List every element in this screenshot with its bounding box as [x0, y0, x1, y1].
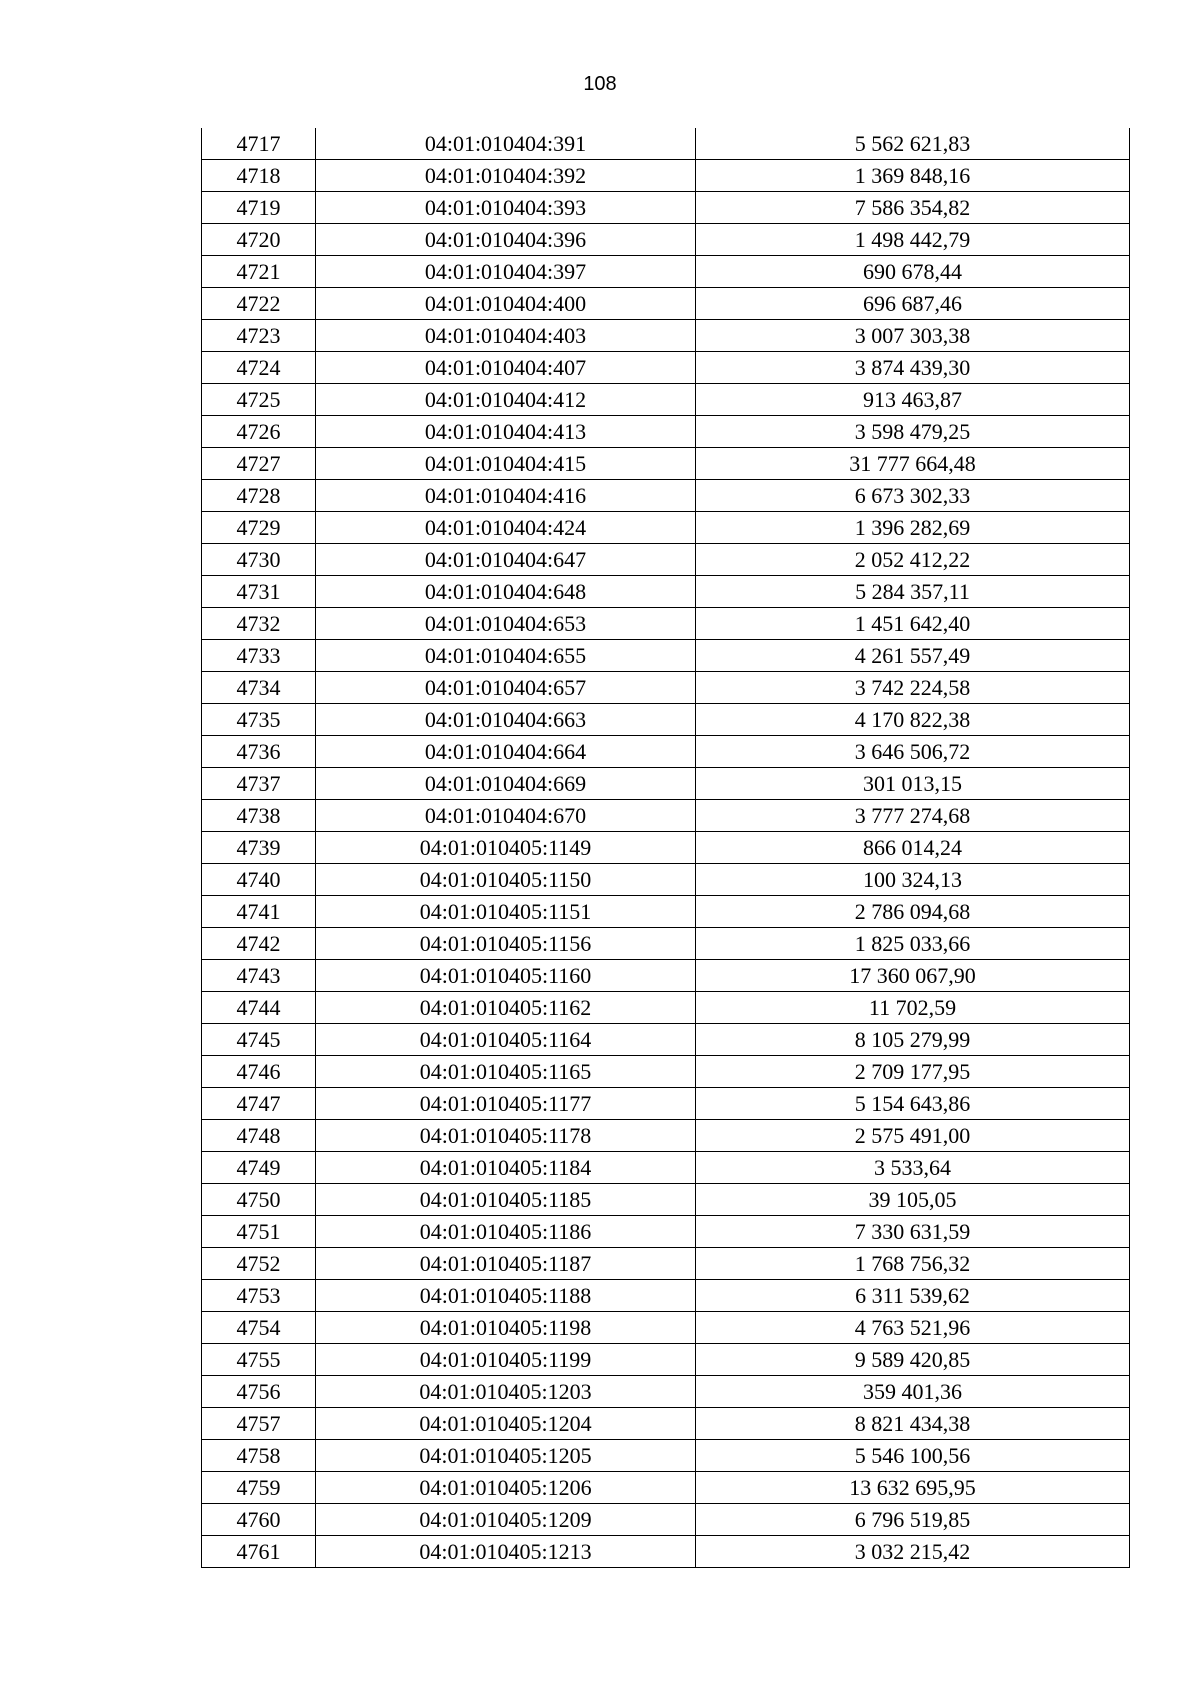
- table-row: [202, 1504, 1130, 1536]
- table-row: [202, 1216, 1130, 1248]
- table-row: [202, 704, 1130, 736]
- cadastral-number-cell: 04:01:010405:1178: [316, 1120, 696, 1152]
- cadastral-value-cell: 6 796 519,85: [696, 1504, 1130, 1536]
- row-number-cell: 4723: [202, 320, 316, 352]
- cadastral-number-cell: 04:01:010404:397: [316, 256, 696, 288]
- row-number-cell: 4756: [202, 1376, 316, 1408]
- table-row: [202, 640, 1130, 672]
- table-row: [202, 1408, 1130, 1440]
- cadastral-number-cell: 04:01:010405:1162: [316, 992, 696, 1024]
- cadastral-value-cell: 31 777 664,48: [696, 448, 1130, 480]
- cadastral-value-cell: 3 777 274,68: [696, 800, 1130, 832]
- row-number-cell: 4752: [202, 1248, 316, 1280]
- cadastral-number-cell: 04:01:010404:416: [316, 480, 696, 512]
- table-row: [202, 1248, 1130, 1280]
- cadastral-value-cell: 13 632 695,95: [696, 1472, 1130, 1504]
- cadastral-value-cell: 690 678,44: [696, 256, 1130, 288]
- row-number-cell: 4757: [202, 1408, 316, 1440]
- table-row: [202, 608, 1130, 640]
- table-row: [202, 384, 1130, 416]
- cadastral-value-cell: 11 702,59: [696, 992, 1130, 1024]
- table-row: [202, 800, 1130, 832]
- row-number-cell: 4722: [202, 288, 316, 320]
- table-row: [202, 864, 1130, 896]
- cadastral-number-cell: 04:01:010405:1164: [316, 1024, 696, 1056]
- table-row: [202, 480, 1130, 512]
- row-number-cell: 4761: [202, 1536, 316, 1568]
- cadastral-number-cell: 04:01:010404:403: [316, 320, 696, 352]
- row-number-cell: 4750: [202, 1184, 316, 1216]
- table-row: [202, 576, 1130, 608]
- cadastral-value-cell: 8 105 279,99: [696, 1024, 1130, 1056]
- cadastral-number-cell: 04:01:010405:1150: [316, 864, 696, 896]
- table-row: [202, 736, 1130, 768]
- cadastral-value-table: [201, 128, 1130, 1568]
- row-number-cell: 4731: [202, 576, 316, 608]
- table-row: [202, 1120, 1130, 1152]
- row-number-cell: 4733: [202, 640, 316, 672]
- table-row: [202, 928, 1130, 960]
- cadastral-value-cell: 5 284 357,11: [696, 576, 1130, 608]
- cadastral-number-cell: 04:01:010405:1204: [316, 1408, 696, 1440]
- row-number-cell: 4729: [202, 512, 316, 544]
- table-row: [202, 224, 1130, 256]
- row-number-cell: 4724: [202, 352, 316, 384]
- row-number-cell: 4730: [202, 544, 316, 576]
- cadastral-value-cell: 1 451 642,40: [696, 608, 1130, 640]
- row-number-cell: 4726: [202, 416, 316, 448]
- cadastral-number-cell: 04:01:010404:653: [316, 608, 696, 640]
- cadastral-number-cell: 04:01:010404:648: [316, 576, 696, 608]
- table-row: [202, 1344, 1130, 1376]
- cadastral-number-cell: 04:01:010405:1156: [316, 928, 696, 960]
- cadastral-number-cell: 04:01:010404:647: [316, 544, 696, 576]
- cadastral-value-cell: 3 646 506,72: [696, 736, 1130, 768]
- cadastral-number-cell: 04:01:010404:657: [316, 672, 696, 704]
- cadastral-number-cell: 04:01:010404:669: [316, 768, 696, 800]
- cadastral-value-cell: 3 874 439,30: [696, 352, 1130, 384]
- row-number-cell: 4727: [202, 448, 316, 480]
- cadastral-value-cell: 4 763 521,96: [696, 1312, 1130, 1344]
- cadastral-number-cell: 04:01:010405:1187: [316, 1248, 696, 1280]
- table-row: [202, 544, 1130, 576]
- table-row: [202, 1152, 1130, 1184]
- cadastral-number-cell: 04:01:010405:1198: [316, 1312, 696, 1344]
- cadastral-number-cell: 04:01:010404:400: [316, 288, 696, 320]
- cadastral-number-cell: 04:01:010404:407: [316, 352, 696, 384]
- table-row: [202, 512, 1130, 544]
- row-number-cell: 4737: [202, 768, 316, 800]
- row-number-cell: 4721: [202, 256, 316, 288]
- row-number-cell: 4754: [202, 1312, 316, 1344]
- table-row: [202, 256, 1130, 288]
- row-number-cell: 4720: [202, 224, 316, 256]
- cadastral-value-cell: 696 687,46: [696, 288, 1130, 320]
- cadastral-value-cell: 4 261 557,49: [696, 640, 1130, 672]
- cadastral-value-cell: 3 007 303,38: [696, 320, 1130, 352]
- cadastral-value-cell: 1 825 033,66: [696, 928, 1130, 960]
- cadastral-number-cell: 04:01:010405:1186: [316, 1216, 696, 1248]
- row-number-cell: 4753: [202, 1280, 316, 1312]
- table-row: [202, 160, 1130, 192]
- page-number: 108: [583, 73, 617, 95]
- table-row: [202, 1536, 1130, 1568]
- row-number-cell: 4758: [202, 1440, 316, 1472]
- cadastral-value-cell: 6 673 302,33: [696, 480, 1130, 512]
- row-number-cell: 4744: [202, 992, 316, 1024]
- table-row: [202, 352, 1130, 384]
- cadastral-value-cell: 3 742 224,58: [696, 672, 1130, 704]
- cadastral-value-cell: 2 575 491,00: [696, 1120, 1130, 1152]
- cadastral-value-cell: 39 105,05: [696, 1184, 1130, 1216]
- table-row: [202, 896, 1130, 928]
- table-row: [202, 1280, 1130, 1312]
- cadastral-number-cell: 04:01:010405:1203: [316, 1376, 696, 1408]
- row-number-cell: 4747: [202, 1088, 316, 1120]
- table-row: [202, 1056, 1130, 1088]
- table-row: [202, 288, 1130, 320]
- table-row: [202, 992, 1130, 1024]
- cadastral-value-cell: 866 014,24: [696, 832, 1130, 864]
- cadastral-value-cell: 3 533,64: [696, 1152, 1130, 1184]
- row-number-cell: 4749: [202, 1152, 316, 1184]
- cadastral-value-cell: 5 546 100,56: [696, 1440, 1130, 1472]
- cadastral-value-cell: 913 463,87: [696, 384, 1130, 416]
- table-row: [202, 1376, 1130, 1408]
- row-number-cell: 4742: [202, 928, 316, 960]
- table-row: [202, 320, 1130, 352]
- cadastral-number-cell: 04:01:010405:1184: [316, 1152, 696, 1184]
- row-number-cell: 4736: [202, 736, 316, 768]
- cadastral-number-cell: 04:01:010405:1209: [316, 1504, 696, 1536]
- row-number-cell: 4760: [202, 1504, 316, 1536]
- cadastral-number-cell: 04:01:010405:1199: [316, 1344, 696, 1376]
- cadastral-number-cell: 04:01:010404:415: [316, 448, 696, 480]
- cadastral-value-cell: 1 498 442,79: [696, 224, 1130, 256]
- cadastral-value-cell: 9 589 420,85: [696, 1344, 1130, 1376]
- cadastral-value-cell: 2 709 177,95: [696, 1056, 1130, 1088]
- table-row: [202, 1312, 1130, 1344]
- cadastral-number-cell: 04:01:010404:664: [316, 736, 696, 768]
- row-number-cell: 4743: [202, 960, 316, 992]
- cadastral-value-cell: 359 401,36: [696, 1376, 1130, 1408]
- row-number-cell: 4755: [202, 1344, 316, 1376]
- cadastral-value-cell: 6 311 539,62: [696, 1280, 1130, 1312]
- cadastral-number-cell: 04:01:010405:1206: [316, 1472, 696, 1504]
- row-number-cell: 4718: [202, 160, 316, 192]
- row-number-cell: 4734: [202, 672, 316, 704]
- cadastral-number-cell: 04:01:010405:1213: [316, 1536, 696, 1568]
- row-number-cell: 4739: [202, 832, 316, 864]
- cadastral-number-cell: 04:01:010404:663: [316, 704, 696, 736]
- table-row: [202, 832, 1130, 864]
- table-row: [202, 1472, 1130, 1504]
- cadastral-number-cell: 04:01:010405:1165: [316, 1056, 696, 1088]
- cadastral-value-cell: 8 821 434,38: [696, 1408, 1130, 1440]
- cadastral-number-cell: 04:01:010404:391: [316, 128, 696, 160]
- cadastral-number-cell: 04:01:010404:655: [316, 640, 696, 672]
- row-number-cell: 4746: [202, 1056, 316, 1088]
- cadastral-value-cell: 4 170 822,38: [696, 704, 1130, 736]
- cadastral-number-cell: 04:01:010405:1188: [316, 1280, 696, 1312]
- row-number-cell: 4751: [202, 1216, 316, 1248]
- table-row: [202, 768, 1130, 800]
- cadastral-value-cell: 1 369 848,16: [696, 160, 1130, 192]
- cadastral-value-cell: 17 360 067,90: [696, 960, 1130, 992]
- cadastral-value-cell: 100 324,13: [696, 864, 1130, 896]
- cadastral-number-cell: 04:01:010405:1177: [316, 1088, 696, 1120]
- cadastral-number-cell: 04:01:010404:413: [316, 416, 696, 448]
- table-row: [202, 448, 1130, 480]
- row-number-cell: 4725: [202, 384, 316, 416]
- cadastral-number-cell: 04:01:010405:1205: [316, 1440, 696, 1472]
- table-row: [202, 1088, 1130, 1120]
- cadastral-number-cell: 04:01:010404:670: [316, 800, 696, 832]
- row-number-cell: 4719: [202, 192, 316, 224]
- cadastral-number-cell: 04:01:010404:412: [316, 384, 696, 416]
- row-number-cell: 4740: [202, 864, 316, 896]
- cadastral-value-cell: 2 786 094,68: [696, 896, 1130, 928]
- cadastral-number-cell: 04:01:010405:1151: [316, 896, 696, 928]
- table-row: [202, 960, 1130, 992]
- table-body: [202, 128, 1130, 1568]
- cadastral-value-cell: 7 586 354,82: [696, 192, 1130, 224]
- cadastral-value-cell: 5 562 621,83: [696, 128, 1130, 160]
- table-row: [202, 192, 1130, 224]
- cadastral-value-cell: 3 032 215,42: [696, 1536, 1130, 1568]
- cadastral-value-cell: 1 768 756,32: [696, 1248, 1130, 1280]
- cadastral-value-cell: 5 154 643,86: [696, 1088, 1130, 1120]
- cadastral-value-cell: 301 013,15: [696, 768, 1130, 800]
- cadastral-number-cell: 04:01:010405:1149: [316, 832, 696, 864]
- row-number-cell: 4748: [202, 1120, 316, 1152]
- row-number-cell: 4732: [202, 608, 316, 640]
- row-number-cell: 4759: [202, 1472, 316, 1504]
- cadastral-number-cell: 04:01:010404:392: [316, 160, 696, 192]
- table-row: [202, 416, 1130, 448]
- cadastral-number-cell: 04:01:010405:1185: [316, 1184, 696, 1216]
- row-number-cell: 4735: [202, 704, 316, 736]
- table-row: [202, 128, 1130, 160]
- cadastral-value-cell: 1 396 282,69: [696, 512, 1130, 544]
- table-row: [202, 1184, 1130, 1216]
- cadastral-value-cell: 3 598 479,25: [696, 416, 1130, 448]
- table-row: [202, 1440, 1130, 1472]
- table-row: [202, 1024, 1130, 1056]
- cadastral-number-cell: 04:01:010405:1160: [316, 960, 696, 992]
- row-number-cell: 4738: [202, 800, 316, 832]
- row-number-cell: 4745: [202, 1024, 316, 1056]
- cadastral-value-cell: 2 052 412,22: [696, 544, 1130, 576]
- row-number-cell: 4741: [202, 896, 316, 928]
- cadastral-number-cell: 04:01:010404:396: [316, 224, 696, 256]
- row-number-cell: 4728: [202, 480, 316, 512]
- table-row: [202, 672, 1130, 704]
- cadastral-number-cell: 04:01:010404:424: [316, 512, 696, 544]
- cadastral-value-cell: 7 330 631,59: [696, 1216, 1130, 1248]
- row-number-cell: 4717: [202, 128, 316, 160]
- cadastral-number-cell: 04:01:010404:393: [316, 192, 696, 224]
